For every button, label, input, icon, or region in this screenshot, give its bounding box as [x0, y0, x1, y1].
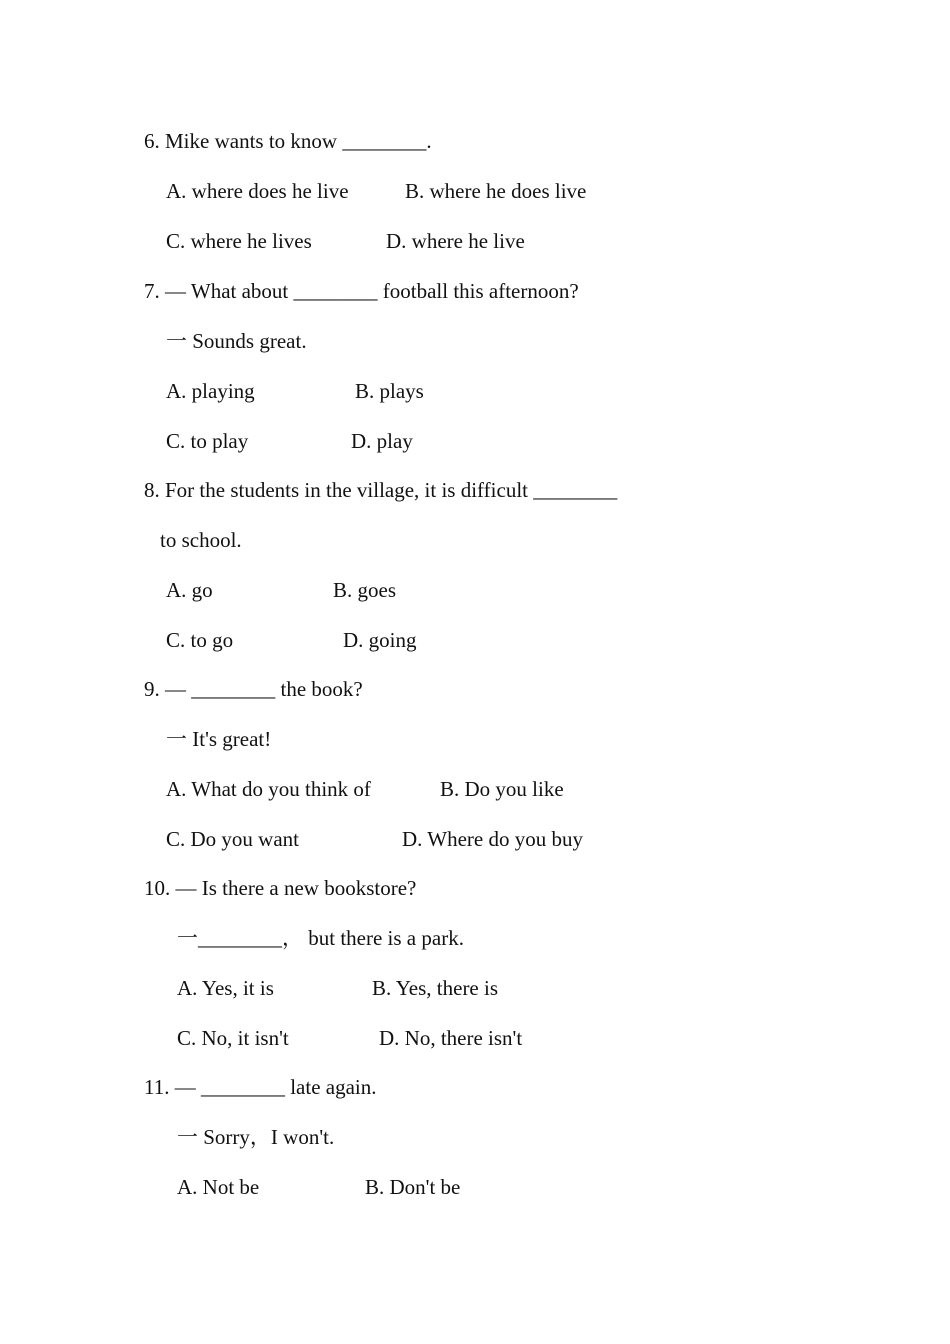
question-9-option-d: D. Where do you buy [402, 827, 583, 851]
question-7-stem: 7. — What about ________ football this afternoon? [144, 279, 579, 303]
question-10-option-a: A. Yes, it is [177, 976, 274, 1000]
question-10-reply: 一________， but there is a park. [177, 926, 464, 950]
question-7-option-b: B. plays [355, 379, 424, 403]
question-10-option-b: B. Yes, there is [372, 976, 499, 1000]
question-6-option-c: C. where he lives [166, 229, 312, 253]
question-9-option-a: A. What do you think of [166, 777, 371, 801]
question-6-option-b: B. where he does live [405, 179, 587, 203]
question-9-option-b: B. Do you like [440, 777, 564, 801]
question-7-option-a: A. playing [166, 379, 255, 403]
question-11-stem: 11. — ________ late again. [144, 1075, 377, 1099]
question-9-option-c: C. Do you want [166, 827, 299, 851]
question-9-reply: 一 It's great! [166, 727, 272, 751]
question-10-stem: 10. — Is there a new bookstore? [144, 876, 417, 900]
question-7-option-c: C. to play [166, 429, 249, 453]
question-11-option-a: A. Not be [177, 1175, 260, 1199]
question-6-option-a: A. where does he live [166, 179, 349, 203]
question-11-reply: 一 Sorry，I won't. [177, 1125, 335, 1149]
question-8-stem-continued: to school. [160, 528, 242, 552]
question-6-option-d: D. where he live [386, 229, 525, 253]
question-8-option-d: D. going [343, 628, 417, 652]
question-6-stem: 6. Mike wants to know ________. [144, 129, 432, 153]
question-10-option-c: C. No, it isn't [177, 1026, 289, 1050]
question-8-stem: 8. For the students in the village, it is difficult ________ [144, 478, 618, 502]
question-11-option-b: B. Don't be [365, 1175, 461, 1199]
question-8-option-b: B. goes [333, 578, 396, 602]
question-7-option-d: D. play [351, 429, 413, 453]
question-9-stem: 9. — ________ the book? [144, 677, 363, 701]
question-8-option-c: C. to go [166, 628, 234, 652]
question-8-option-a: A. go [166, 578, 213, 602]
question-10-option-d: D. No, there isn't [379, 1026, 523, 1050]
question-7-reply: 一 Sounds great. [166, 329, 307, 353]
